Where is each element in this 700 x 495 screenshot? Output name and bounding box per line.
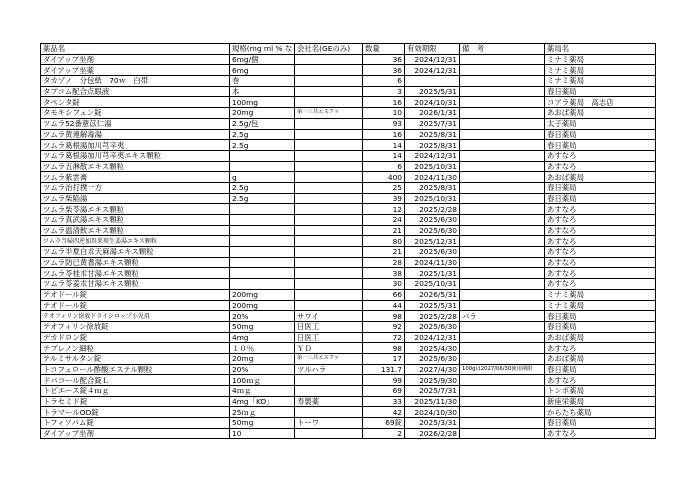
pharmacy-cell[interactable]: あすなろ — [545, 343, 656, 354]
company-cell[interactable] — [295, 407, 363, 418]
table-row — [41, 193, 656, 204]
quantity-cell[interactable]: 16 — [363, 97, 405, 108]
expiry-cell[interactable]: 2025/6/30 — [405, 215, 460, 226]
pharmacy-cell[interactable]: あすなろ — [545, 225, 656, 236]
note-cell[interactable] — [460, 65, 545, 76]
spec-cell[interactable] — [230, 236, 295, 247]
pharmacy-cell[interactable]: 春日薬局 — [545, 418, 656, 429]
company-cell[interactable] — [295, 300, 363, 311]
note-cell[interactable] — [460, 386, 545, 397]
pharmacy-cell[interactable]: ミナミ薬局 — [545, 54, 656, 65]
pharmacy-cell[interactable]: 春日薬局 — [545, 193, 656, 204]
quantity-cell[interactable]: 28 — [363, 257, 405, 268]
note-cell[interactable] — [460, 76, 545, 87]
note-cell[interactable] — [460, 418, 545, 429]
drug-name-cell[interactable]: ツムラ黄連解毒湯 — [41, 129, 230, 140]
note-cell[interactable] — [460, 54, 545, 65]
note-cell[interactable] — [460, 375, 545, 386]
drug-name-cell[interactable]: ツムラ52番薏苡仁湯 — [41, 118, 230, 129]
table-row — [41, 150, 656, 161]
expiry-cell[interactable]: 2025/7/31 — [405, 386, 460, 397]
quantity-cell[interactable]: 98 — [363, 311, 405, 322]
pharmacy-cell[interactable]: 春日薬局 — [545, 364, 656, 375]
spec-cell[interactable]: 2.5g — [230, 140, 295, 151]
pharmacy-cell[interactable]: あすなろ — [545, 150, 656, 161]
quantity-cell[interactable]: 36 — [363, 54, 405, 65]
drug-name-cell[interactable]: ツムラ葛根湯加川芎辛夷エキス顆粒 — [41, 150, 230, 161]
pharmacy-cell[interactable]: あすなろ — [545, 247, 656, 258]
expiry-cell[interactable]: 2025/5/31 — [405, 300, 460, 311]
spec-cell[interactable]: 2.5g — [230, 129, 295, 140]
pharmacy-cell[interactable]: あすなろ — [545, 279, 656, 290]
quantity-cell[interactable]: 17 — [363, 353, 405, 364]
table-row — [41, 161, 656, 172]
note-cell[interactable] — [460, 300, 545, 311]
table-row — [41, 311, 656, 322]
table-row — [41, 118, 656, 129]
expiry-cell[interactable]: 2024/12/31 — [405, 54, 460, 65]
company-cell[interactable] — [295, 193, 363, 204]
quantity-cell[interactable]: 3 — [363, 86, 405, 97]
quantity-cell[interactable]: 14 — [363, 150, 405, 161]
company-cell[interactable] — [295, 172, 363, 183]
quantity-cell[interactable]: 99 — [363, 375, 405, 386]
spec-cell[interactable]: 2.5g — [230, 182, 295, 193]
drug-name-cell[interactable]: トピエース錠４ｍｇ — [41, 386, 230, 397]
drug-name-cell[interactable]: タペンタ錠 — [41, 97, 230, 108]
quantity-cell[interactable]: 6 — [363, 161, 405, 172]
table-row — [41, 86, 656, 97]
expiry-cell[interactable]: 2024/12/31 — [405, 65, 460, 76]
note-cell[interactable] — [460, 225, 545, 236]
expiry-cell[interactable] — [405, 76, 460, 87]
note-cell[interactable] — [460, 268, 545, 279]
note-cell[interactable] — [460, 161, 545, 172]
quantity-cell[interactable]: 10 — [363, 108, 405, 119]
drug-name-cell[interactable]: タモキシフェン錠 — [41, 108, 230, 119]
pharmacy-cell[interactable]: あすなろ — [545, 428, 656, 439]
expiry-cell[interactable]: 2025/11/30 — [405, 396, 460, 407]
quantity-cell[interactable]: 69 — [363, 386, 405, 397]
quantity-cell[interactable]: 80 — [363, 236, 405, 247]
quantity-cell[interactable]: 6 — [363, 76, 405, 87]
pharmacy-cell[interactable]: からたち薬局 — [545, 407, 656, 418]
pharmacy-cell[interactable]: ミナミ薬局 — [545, 300, 656, 311]
note-header[interactable]: 備 考 — [460, 44, 545, 55]
expiry-cell[interactable]: 2025/8/31 — [405, 129, 460, 140]
table-row — [41, 172, 656, 183]
expiry-cell[interactable]: 2025/10/31 — [405, 193, 460, 204]
note-cell[interactable] — [460, 236, 545, 247]
table-row — [41, 364, 656, 375]
table-row — [41, 279, 656, 290]
quantity-cell[interactable]: 36 — [363, 65, 405, 76]
company-cell[interactable] — [295, 140, 363, 151]
expiry-cell[interactable]: 2024/10/31 — [405, 97, 460, 108]
pharmacy-cell[interactable]: あすなろ — [545, 268, 656, 279]
note-cell[interactable] — [460, 182, 545, 193]
drug-name-cell[interactable]: タプコム配合点眼液 — [41, 86, 230, 97]
spec-cell[interactable] — [230, 161, 295, 172]
spec-cell[interactable]: 50mg — [230, 418, 295, 429]
drug-name-cell[interactable]: テプレノン細粒 — [41, 343, 230, 354]
note-cell[interactable] — [460, 193, 545, 204]
pharmacy-cell[interactable]: あすなろ — [545, 215, 656, 226]
spec-cell[interactable]: g — [230, 172, 295, 183]
quantity-cell[interactable]: 131.7 — [363, 364, 405, 375]
table-row — [41, 343, 656, 354]
company-cell[interactable] — [295, 236, 363, 247]
company-header[interactable]: 会社名(GEのみ) — [295, 44, 363, 55]
note-cell[interactable] — [460, 86, 545, 97]
spec-cell[interactable]: 巻 — [230, 76, 295, 87]
company-cell[interactable] — [295, 289, 363, 300]
company-cell[interactable]: 日医工 — [295, 321, 363, 332]
quantity-cell[interactable]: 25 — [363, 182, 405, 193]
spec-cell[interactable]: 10 — [230, 428, 295, 439]
expiry-cell[interactable]: 2025/6/30 — [405, 225, 460, 236]
company-cell[interactable] — [295, 97, 363, 108]
pharmacy-cell[interactable]: トンボ薬局 — [545, 386, 656, 397]
table-row — [41, 407, 656, 418]
drug-name-cell[interactable]: ツムラ苓姜朮甘湯エキス顆粒 — [41, 279, 230, 290]
drug-name-cell[interactable]: テオドール錠 — [41, 300, 230, 311]
expiry-cell[interactable]: 2025/3/31 — [405, 418, 460, 429]
inventory-table — [40, 43, 656, 439]
expiry-cell[interactable]: 2027/4/30 — [405, 364, 460, 375]
company-cell[interactable]: 第一三共エスファ — [295, 108, 363, 119]
drug-name-cell[interactable]: トフィソパム錠 — [41, 418, 230, 429]
note-cell[interactable] — [460, 407, 545, 418]
note-cell[interactable] — [460, 343, 545, 354]
note-cell[interactable] — [460, 332, 545, 343]
drug-name-cell[interactable]: トラマールOD錠 — [41, 407, 230, 418]
company-cell[interactable]: 寿製薬 — [295, 396, 363, 407]
table-row — [41, 321, 656, 332]
spec-cell[interactable]: 4mg「KO」 — [230, 396, 295, 407]
drug-name-header[interactable]: 薬品名 — [41, 44, 230, 55]
company-cell[interactable]: ツルハラ — [295, 364, 363, 375]
table-row — [41, 215, 656, 226]
spec-cell[interactable]: 本 — [230, 86, 295, 97]
drug-name-cell[interactable]: ツムラ苓桂朮甘湯エキス顆粒 — [41, 268, 230, 279]
table-row — [41, 65, 656, 76]
spec-cell[interactable]: 20% — [230, 364, 295, 375]
pharmacy-cell[interactable]: ミナミ薬局 — [545, 289, 656, 300]
quantity-cell[interactable]: 98 — [363, 343, 405, 354]
drug-name-cell[interactable]: トコフェロール酢酸エステル顆粒 — [41, 364, 230, 375]
note-cell[interactable] — [460, 204, 545, 215]
drug-name-cell[interactable]: テオドール錠 — [41, 289, 230, 300]
company-cell[interactable]: 日医工 — [295, 332, 363, 343]
spec-cell[interactable]: 2.5g — [230, 193, 295, 204]
pharmacy-cell[interactable]: 春日薬局 — [545, 321, 656, 332]
expiry-cell[interactable]: 2025/7/31 — [405, 118, 460, 129]
note-cell[interactable] — [460, 108, 545, 119]
company-cell[interactable]: トーワ — [295, 418, 363, 429]
quantity-cell[interactable]: 33 — [363, 396, 405, 407]
expiry-cell[interactable]: 2025/12/31 — [405, 236, 460, 247]
note-cell[interactable] — [460, 257, 545, 268]
expiry-header[interactable]: 有効期限 — [405, 44, 460, 55]
table-row — [41, 375, 656, 386]
pharmacy-cell[interactable]: 新座栄薬局 — [545, 396, 656, 407]
company-cell[interactable]: 第一三共エスファ — [295, 353, 363, 364]
note-cell[interactable]: バラ — [460, 311, 545, 322]
expiry-cell[interactable]: 2026/1/31 — [405, 108, 460, 119]
table-row — [41, 332, 656, 343]
table-row — [41, 418, 656, 429]
pharmacy-cell[interactable]: あすなろ — [545, 161, 656, 172]
expiry-cell[interactable]: 2024/12/31 — [405, 150, 460, 161]
pharmacy-cell[interactable]: 春日薬局 — [545, 182, 656, 193]
drug-name-cell[interactable]: テオフィリン徐放ドライシロップ小児用 — [41, 311, 230, 322]
note-cell[interactable] — [460, 289, 545, 300]
company-cell[interactable] — [295, 161, 363, 172]
company-cell[interactable] — [295, 268, 363, 279]
pharmacy-cell[interactable]: あすなろ — [545, 375, 656, 386]
table-row — [41, 54, 656, 65]
drug-name-cell[interactable]: ツムラ真武湯エキス顆粒 — [41, 215, 230, 226]
company-cell[interactable] — [295, 279, 363, 290]
note-cell[interactable] — [460, 353, 545, 364]
spec-cell[interactable] — [230, 257, 295, 268]
expiry-cell[interactable]: 2025/10/31 — [405, 279, 460, 290]
company-cell[interactable] — [295, 204, 363, 215]
spec-cell[interactable] — [230, 150, 295, 161]
company-cell[interactable] — [295, 182, 363, 193]
expiry-cell[interactable]: 2025/6/30 — [405, 353, 460, 364]
expiry-cell[interactable]: 2025/5/31 — [405, 86, 460, 97]
quantity-cell[interactable]: 400 — [363, 172, 405, 183]
pharmacy-cell[interactable]: 太子薬局 — [545, 118, 656, 129]
quantity-cell[interactable]: 66 — [363, 289, 405, 300]
note-cell[interactable] — [460, 129, 545, 140]
note-cell[interactable] — [460, 172, 545, 183]
table-row — [41, 204, 656, 215]
drug-name-cell[interactable]: ダイアップ坐剤 — [41, 54, 230, 65]
pharmacy-cell[interactable]: あすなろ — [545, 204, 656, 215]
company-cell[interactable] — [295, 129, 363, 140]
spec-cell[interactable]: 100ｍｇ — [230, 375, 295, 386]
expiry-cell[interactable]: 2025/8/31 — [405, 182, 460, 193]
table-row — [41, 76, 656, 87]
spec-cell[interactable] — [230, 247, 295, 258]
note-cell[interactable] — [460, 396, 545, 407]
drug-name-cell[interactable]: ツムラ紫雲膏 — [41, 172, 230, 183]
quantity-cell[interactable]: 39 — [363, 193, 405, 204]
spec-cell[interactable]: 200mg — [230, 289, 295, 300]
pharmacy-cell[interactable]: あおば薬局 — [545, 353, 656, 364]
pharmacy-cell[interactable]: ミナミ薬局 — [545, 76, 656, 87]
company-cell[interactable]: サワイ — [295, 311, 363, 322]
quantity-cell[interactable]: 42 — [363, 407, 405, 418]
drug-name-cell[interactable]: ツムラ治打撲一方 — [41, 182, 230, 193]
note-cell[interactable] — [460, 140, 545, 151]
quantity-cell[interactable]: 16 — [363, 129, 405, 140]
drug-name-cell[interactable]: ツムラ当帰四逆加呉茱萸生姜湯エキス顆粒 — [41, 236, 230, 247]
table-row — [41, 225, 656, 236]
quantity-cell[interactable]: 44 — [363, 300, 405, 311]
table-row — [41, 396, 656, 407]
expiry-cell[interactable]: 2025/8/31 — [405, 140, 460, 151]
company-cell[interactable] — [295, 428, 363, 439]
note-cell[interactable] — [460, 118, 545, 129]
note-cell[interactable] — [460, 428, 545, 439]
expiry-cell[interactable]: 2024/10/30 — [405, 407, 460, 418]
quantity-cell[interactable]: 72 — [363, 332, 405, 343]
spec-cell[interactable]: 50mg — [230, 321, 295, 332]
spec-cell[interactable]: 4ｍｇ — [230, 386, 295, 397]
expiry-cell[interactable]: 2026/2/28 — [405, 428, 460, 439]
table-row — [41, 140, 656, 151]
pharmacy-cell[interactable]: 春日薬局 — [545, 140, 656, 151]
spec-cell[interactable]: 6mg — [230, 65, 295, 76]
spec-cell[interactable]: 2.5g/包 — [230, 118, 295, 129]
drug-name-cell[interactable]: デカドロン錠 — [41, 332, 230, 343]
table-row — [41, 108, 656, 119]
expiry-cell[interactable]: 2025/6/30 — [405, 321, 460, 332]
table-row — [41, 97, 656, 108]
company-cell[interactable] — [295, 247, 363, 258]
table-row — [41, 268, 656, 279]
quantity-cell[interactable]: 2 — [363, 428, 405, 439]
pharmacy-cell[interactable]: ミナミ薬局 — [545, 65, 656, 76]
company-cell[interactable] — [295, 257, 363, 268]
pharmacy-cell[interactable]: 春日薬局 — [545, 311, 656, 322]
drug-name-cell[interactable]: ツムラ柴陥湯 — [41, 193, 230, 204]
spec-cell[interactable] — [230, 279, 295, 290]
table-row — [41, 353, 656, 364]
expiry-cell[interactable]: 2024/12/31 — [405, 332, 460, 343]
table-row — [41, 386, 656, 397]
spec-cell[interactable]: 20% — [230, 311, 295, 322]
pharmacy-header[interactable]: 薬局名 — [545, 44, 656, 55]
drug-name-cell[interactable]: ツムラ葛根湯加川芎辛夷 — [41, 140, 230, 151]
pharmacy-cell[interactable]: あおば薬局 — [545, 172, 656, 183]
spec-cell[interactable]: 200mg — [230, 300, 295, 311]
quantity-cell[interactable]: 21 — [363, 247, 405, 258]
expiry-cell[interactable]: 2024/11/30 — [405, 172, 460, 183]
pharmacy-cell[interactable]: 春日薬局 — [545, 129, 656, 140]
note-cell[interactable] — [460, 279, 545, 290]
drug-name-cell[interactable]: ツムラ温清飲エキス顆粒 — [41, 225, 230, 236]
inventory-table-body — [41, 44, 656, 439]
company-cell[interactable] — [295, 225, 363, 236]
expiry-cell[interactable]: 2025/10/31 — [405, 161, 460, 172]
quantity-cell[interactable]: 21 — [363, 225, 405, 236]
table-row — [41, 428, 656, 439]
drug-name-cell[interactable]: トラセミド錠 — [41, 396, 230, 407]
quantity-cell[interactable]: 24 — [363, 215, 405, 226]
note-cell[interactable] — [460, 150, 545, 161]
expiry-cell[interactable]: 2024/11/30 — [405, 257, 460, 268]
table-row — [41, 247, 656, 258]
table-row — [41, 289, 656, 300]
drug-name-cell[interactable]: ツムラ五淋散エキス顆粒 — [41, 161, 230, 172]
company-cell[interactable] — [295, 150, 363, 161]
drug-name-cell[interactable]: テルミサルタン錠 — [41, 353, 230, 364]
quantity-cell[interactable]: 93 — [363, 118, 405, 129]
spec-cell[interactable]: 100mg — [230, 97, 295, 108]
pharmacy-cell[interactable]: あすなろ — [545, 257, 656, 268]
spec-cell[interactable]: １０％ — [230, 343, 295, 354]
pharmacy-cell[interactable]: コアラ薬局 高志店 — [545, 97, 656, 108]
spec-cell[interactable] — [230, 225, 295, 236]
pharmacy-cell[interactable]: あすなろ — [545, 236, 656, 247]
note-cell[interactable]: 100gは2027/06/30使用期限 — [460, 364, 545, 375]
pharmacy-cell[interactable]: 春日薬局 — [545, 86, 656, 97]
drug-name-cell[interactable]: ツムラ柴苓湯エキス顆粒 — [41, 204, 230, 215]
spec-cell[interactable] — [230, 204, 295, 215]
pharmacy-cell[interactable]: あおば薬局 — [545, 108, 656, 119]
quantity-cell[interactable]: 38 — [363, 268, 405, 279]
drug-name-cell[interactable]: ツムラ防已黄耆湯エキス顆粒 — [41, 257, 230, 268]
company-cell[interactable] — [295, 118, 363, 129]
quantity-cell[interactable]: 30 — [363, 279, 405, 290]
expiry-cell[interactable]: 2026/5/31 — [405, 289, 460, 300]
table-row — [41, 300, 656, 311]
company-cell[interactable]: ＹＤ — [295, 343, 363, 354]
note-cell[interactable] — [460, 321, 545, 332]
quantity-cell[interactable]: 92 — [363, 321, 405, 332]
spec-cell[interactable] — [230, 268, 295, 279]
drug-name-cell[interactable]: タカゾノ 分包紙 70ｗ 白帯 — [41, 76, 230, 87]
pharmacy-cell[interactable]: あおば薬局 — [545, 332, 656, 343]
company-cell[interactable] — [295, 386, 363, 397]
quantity-cell[interactable]: 12 — [363, 204, 405, 215]
spec-cell[interactable] — [230, 215, 295, 226]
spec-cell[interactable]: 25ｍｇ — [230, 407, 295, 418]
expiry-cell[interactable]: 2025/4/30 — [405, 343, 460, 354]
drug-name-cell[interactable]: ダイアップ坐薬 — [41, 65, 230, 76]
drug-name-cell[interactable]: ツムラ半夏白朮天麻湯エキス顆粒 — [41, 247, 230, 258]
company-cell[interactable] — [295, 65, 363, 76]
drug-name-cell[interactable]: テオフィリン徐放錠 — [41, 321, 230, 332]
spec-cell[interactable]: 4mg — [230, 332, 295, 343]
company-cell[interactable] — [295, 215, 363, 226]
note-cell[interactable] — [460, 247, 545, 258]
company-cell[interactable] — [295, 76, 363, 87]
company-cell[interactable] — [295, 86, 363, 97]
table-row — [41, 257, 656, 268]
company-cell[interactable] — [295, 375, 363, 386]
note-cell[interactable] — [460, 97, 545, 108]
drug-name-cell[interactable]: ドパコール配合錠Ｌ — [41, 375, 230, 386]
note-cell[interactable] — [460, 215, 545, 226]
spec-cell[interactable]: 20mg — [230, 353, 295, 364]
expiry-cell[interactable]: 2025/2/28 — [405, 204, 460, 215]
header-row — [41, 44, 656, 55]
table-row — [41, 129, 656, 140]
expiry-cell[interactable]: 2025/9/30 — [405, 375, 460, 386]
expiry-cell[interactable]: 2025/2/28 — [405, 311, 460, 322]
expiry-cell[interactable]: 2025/1/31 — [405, 268, 460, 279]
quantity-cell[interactable]: 69錠 — [363, 418, 405, 429]
drug-name-cell[interactable]: ダイアップ坐剤 — [41, 428, 230, 439]
company-cell[interactable] — [295, 54, 363, 65]
quantity-header[interactable]: 数量 — [363, 44, 405, 55]
table-row — [41, 236, 656, 247]
quantity-cell[interactable]: 14 — [363, 140, 405, 151]
table-row — [41, 182, 656, 193]
spec-header[interactable]: 規格(mg ml % な — [230, 44, 295, 55]
spec-cell[interactable]: 6mg/個 — [230, 54, 295, 65]
spec-cell[interactable]: 20mg — [230, 108, 295, 119]
expiry-cell[interactable]: 2025/6/30 — [405, 247, 460, 258]
